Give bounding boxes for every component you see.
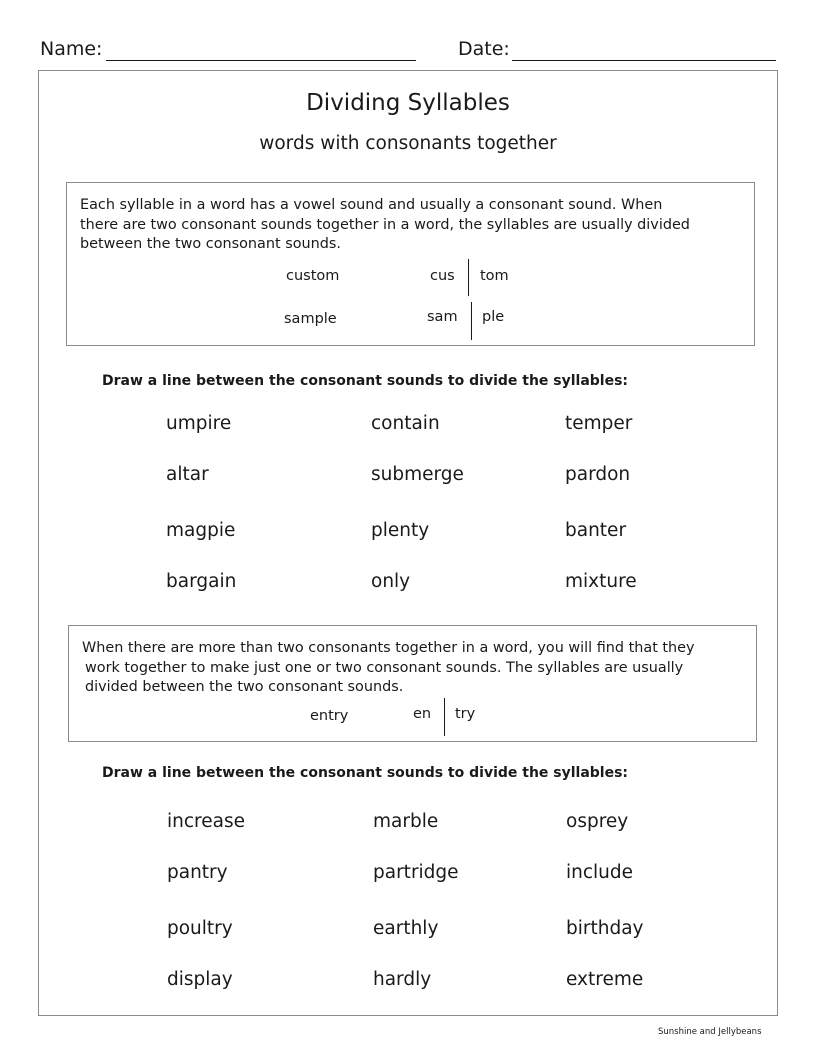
syllable-divider-line — [444, 698, 445, 736]
paragraph-line: When there are more than two consonants together in a word, you will find that they — [82, 640, 695, 656]
word-item[interactable]: submerge — [371, 464, 464, 485]
word-item[interactable]: altar — [166, 464, 209, 485]
name-label: Name: — [40, 38, 103, 60]
example-second-syllable: try — [455, 706, 476, 722]
worksheet-subtitle: words with consonants together — [259, 133, 557, 154]
word-item[interactable]: osprey — [566, 811, 629, 832]
example-first-syllable: en — [413, 706, 432, 722]
example-word: sample — [284, 311, 337, 327]
word-item[interactable]: magpie — [166, 520, 236, 541]
paragraph-line: work together to make just one or two consonant sounds. The syllables are usually — [85, 659, 684, 676]
example-second-syllable: tom — [480, 268, 509, 284]
word-item[interactable]: display — [167, 969, 233, 990]
word-item[interactable]: temper — [565, 413, 633, 434]
word-item[interactable]: increase — [167, 811, 245, 832]
word-item[interactable]: poultry — [167, 918, 233, 939]
example-second-syllable: ple — [482, 309, 505, 325]
example-word: entry — [310, 708, 349, 724]
worksheet-title: Dividing Syllables — [306, 90, 510, 116]
instruction-1: Draw a line between the consonant sounds to divide the syllables: — [102, 373, 629, 389]
word-item[interactable]: birthday — [566, 918, 644, 939]
word-item[interactable]: pantry — [167, 862, 228, 883]
word-item[interactable]: bargain — [166, 571, 237, 592]
paragraph-line: divided between the two consonant sounds. — [85, 679, 404, 695]
word-item[interactable]: marble — [373, 811, 439, 832]
example-word: custom — [286, 268, 340, 284]
word-item[interactable]: pardon — [565, 464, 631, 485]
date-field-line[interactable] — [512, 60, 776, 61]
info-paragraph-2 — [82, 639, 754, 698]
footer-credit: Sunshine and Jellybeans — [658, 1027, 762, 1037]
syllable-divider-line — [468, 259, 469, 296]
info-paragraph-1 — [80, 196, 690, 255]
word-item[interactable]: only — [371, 571, 411, 592]
name-field-line[interactable] — [106, 60, 416, 61]
paragraph-line: there are two consonant sounds together in a word, the syllables are usually divided — [80, 216, 690, 233]
word-item[interactable]: earthly — [373, 918, 439, 939]
word-item[interactable]: banter — [565, 520, 627, 541]
paragraph-line: Each syllable in a word has a vowel sound and usually a consonant sound. When — [80, 197, 663, 213]
word-item[interactable]: hardly — [373, 969, 432, 990]
word-item[interactable]: include — [566, 862, 634, 883]
example-first-syllable: sam — [427, 309, 458, 325]
date-label: Date: — [458, 38, 510, 60]
instruction-2: Draw a line between the consonant sounds to divide the syllables: — [102, 765, 629, 781]
word-item[interactable]: mixture — [565, 571, 637, 592]
example-first-syllable: cus — [430, 268, 455, 284]
word-item[interactable]: contain — [371, 413, 440, 434]
word-item[interactable]: plenty — [371, 520, 430, 541]
word-item[interactable]: extreme — [566, 969, 644, 990]
paragraph-line: between the two consonant sounds. — [80, 236, 341, 252]
syllable-divider-line — [471, 302, 472, 340]
word-item[interactable]: partridge — [373, 862, 459, 883]
word-item[interactable]: umpire — [166, 413, 232, 434]
